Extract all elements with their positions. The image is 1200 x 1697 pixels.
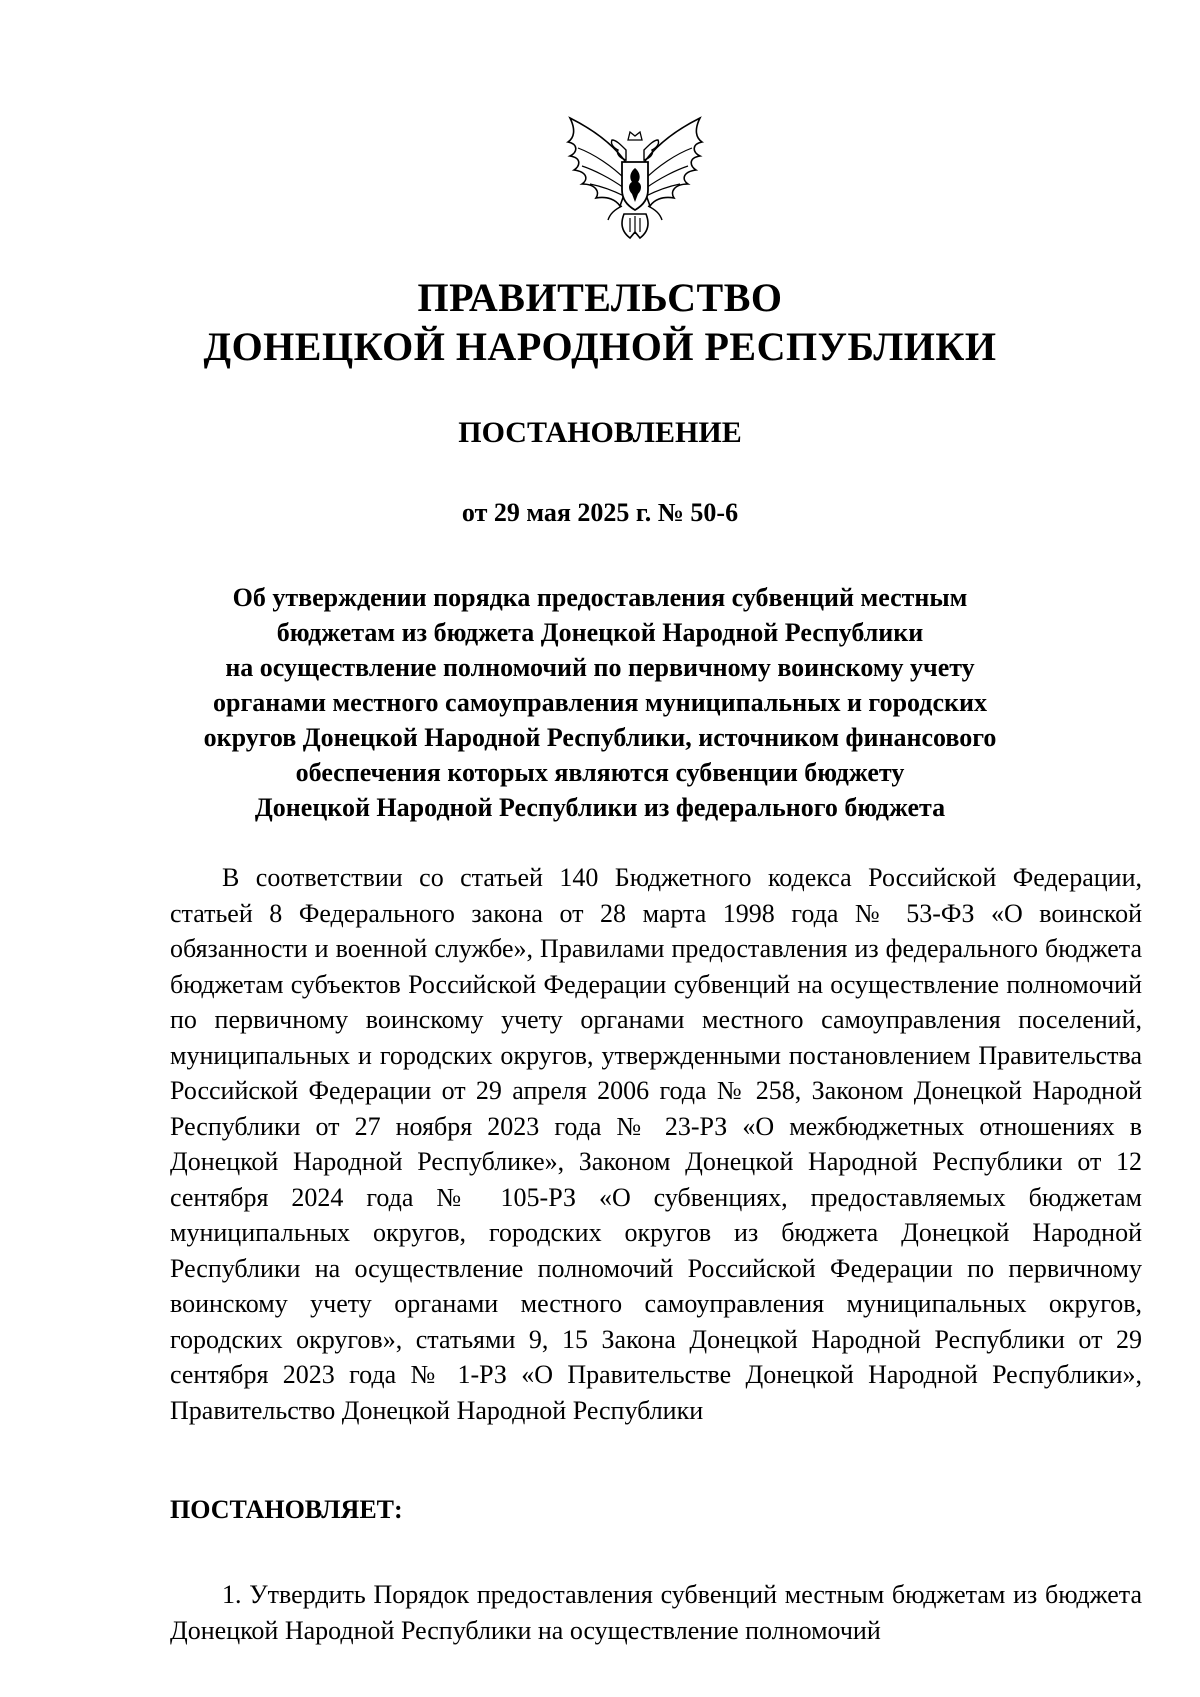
subject-line: органами местного самоуправления муниципальных и городских [213, 688, 987, 717]
subject-line: бюджетам из бюджета Донецкой Народной Республики [276, 618, 924, 647]
resolves-heading: ПОСТАНОВЛЯЕТ: [170, 1495, 403, 1524]
subject-line: обеспечения которых являются субвенции бюджету [295, 758, 905, 787]
coat-of-arms-emblem [560, 110, 710, 260]
subject-line: на осуществление полномочий по первичному воинскому учету [225, 653, 975, 682]
document-type: ПОСТАНОВЛЕНИЕ [458, 416, 742, 449]
item-1-paragraph: 1. Утвердить Порядок предоставления субвенций местным бюджетам из бюджета Донецкой Народной Республики на осуществление полномочий [170, 1580, 1142, 1645]
document-subject [0, 580, 1200, 825]
subject-line: Донецкой Народной Республики из федерального бюджета [254, 793, 946, 822]
organization-title-line1: ПРАВИТЕЛЬСТВО [417, 275, 783, 320]
subject-line: Об утверждении порядка предоставления субвенций местным [232, 583, 968, 612]
organization-title-line2: ДОНЕЦКОЙ НАРОДНОЙ РЕСПУБЛИКИ [203, 324, 997, 369]
subject-line: округов Донецкой Народной Республики, источником финансового [203, 723, 997, 752]
document-date-number: от 29 мая 2025 г. № 50-6 [461, 498, 739, 527]
preamble-paragraph: В соответствии со статьей 140 Бюджетного кодекса Российской Федерации, статьей 8 Федерального закона от 28 марта 1998 года № 53-ФЗ «О воинской обязанности и военной службе», Правилами предоставления из федерального бюджета бюджетам субъектов Российской Федерации субвенций на осуществление полномочий по первичному воинскому учету органами местного самоуправления поселений, муниципальных и городских округов, утвержденными постановлением Правительства Российской Федерации от 29 апреля 2006 года № 258, Законом Донецкой Народной Республики от 27 ноября 2023 года № 23-РЗ «О межбюджетных отношениях в Донецкой Народной Республике», Законом Донецкой Народной Республики от 12 сентября 2024 года № 105-РЗ «О субвенциях, предоставляемых бюджетам муниципальных округов, городских округов из бюджета Донецкой Народной Республики на осуществление полномочий Российской Федерации по первичному воинскому учету органами местного самоуправления муниципальных округов, городских округов», статьями 9, 15 Закона Донецкой Народной Республики от 29 сентября 2023 года № 1-РЗ «О Правительстве Донецкой Народной Республики», Правительство Донецкой Народной Республики [170, 863, 1142, 1425]
